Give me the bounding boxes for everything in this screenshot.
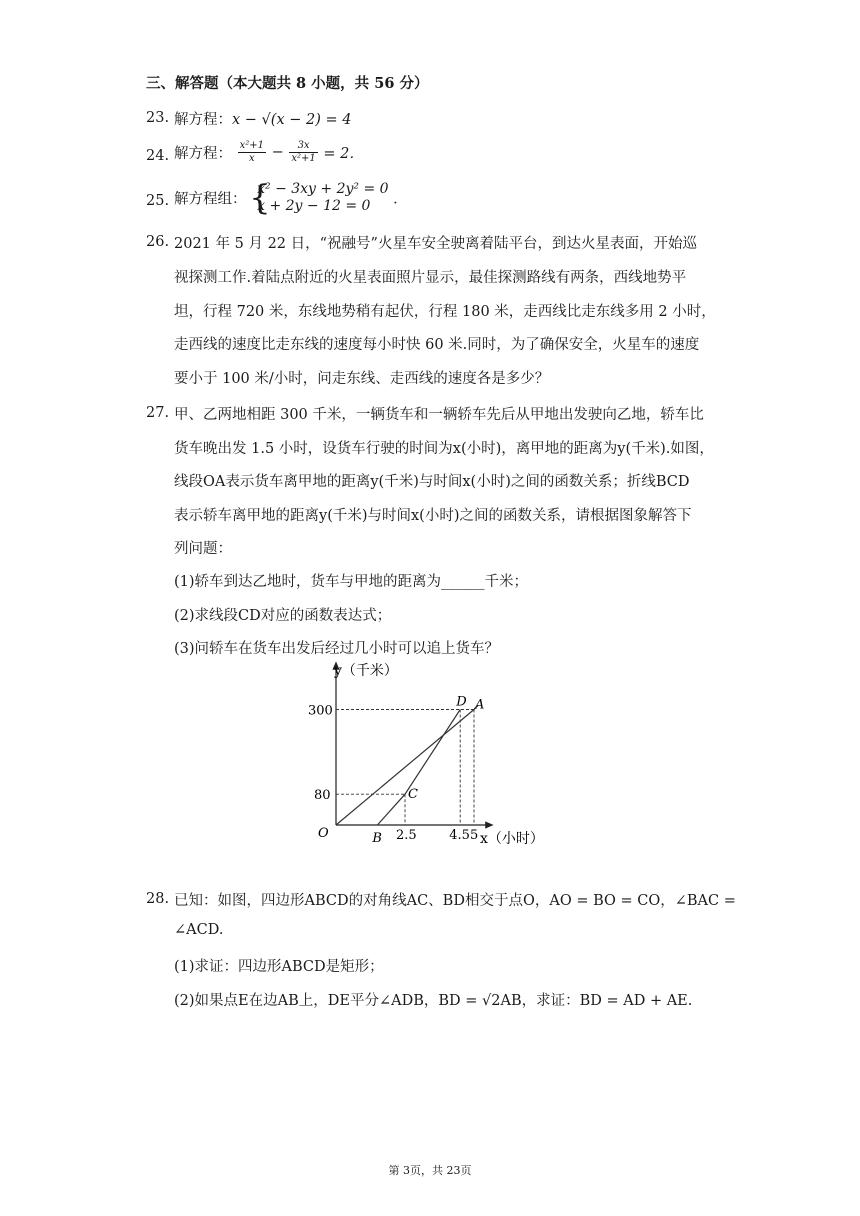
point-label-b: B [372, 831, 382, 846]
y-axis-label: y（千米） [334, 663, 398, 679]
question-26-line-4: 走西线的速度比走东线的速度每小时快 60 米.同时，为了确保安全，火星车的速度 [174, 337, 700, 353]
question-28-sub-2: (2)如果点E在边AB上，DE平分∠ADB，BD = √2AB，求证：BD = AD + AE. [174, 993, 693, 1009]
point-label-c: C [408, 787, 418, 803]
point-label-a: A [475, 697, 485, 713]
function-graph [300, 655, 570, 855]
brace-icon: { [249, 178, 271, 218]
question-28-line-2: ∠ACD. [174, 922, 224, 938]
question-27-line-3: 线段OA表示货车离甲地的距离y(千米)与时间x(小时)之间的函数关系；折线BCD [174, 474, 690, 490]
question-prefix: 解方程： [174, 146, 232, 162]
question-28-sub-1: (1)求证：四边形ABCD是矩形； [174, 959, 384, 975]
question-prefix: 解方程组： [174, 191, 247, 208]
y-tick-300: 300 [308, 703, 333, 719]
fraction-2: $\frac{3x}{\text{x²+1}}$ [291, 140, 316, 164]
equation: x − √(x − 2) = 4 [232, 112, 352, 128]
question-26-line-2: 视探测工作.着陆点附近的火星表面照片显示，最佳探测路线有两条，西线地势平 [174, 270, 687, 286]
equation-rhs: = 2． [323, 146, 364, 162]
question-27-sub-3: (3)问轿车在货车出发后经过几小时可以追上货车？ [174, 641, 500, 657]
section-header: 三、解答题（本大题共 8 小题，共 56 分） [146, 75, 429, 92]
question-26-line-5: 要小于 100 米/小时，问走东线、走西线的速度各是多少？ [174, 371, 550, 387]
question-number: 24. [146, 148, 170, 164]
question-27-line-2: 货车晚出发 1.5 小时，设货车行驶的时间为x(小时)，离甲地的距离为y(千米).如图， [174, 441, 714, 457]
minus-sign: − [271, 144, 284, 161]
period: ． [393, 191, 408, 208]
question-26-line-3: 坦，行程 720 米，东线地势稍有起伏，行程 180 米，走西线比走东线多用 2 小时， [174, 304, 716, 320]
equation-2: x + 2y − 12 = 0 [257, 198, 371, 214]
equation-system [249, 178, 389, 218]
question-24 [146, 146, 169, 166]
x-tick-5: 5 [470, 828, 479, 843]
question-27-number: 27. [146, 405, 170, 421]
question-prefix: 解方程： [174, 112, 232, 128]
question-25-body [174, 178, 408, 218]
equation-1: x² − 3xy + 2y² = 0 [257, 181, 389, 197]
question-27-line-5: 列问题： [174, 541, 232, 557]
question-28-line-1: 已知：如图，四边形ABCD的对角线AC、BD相交于点O，AO = BO = CO，∠BAC = [174, 893, 736, 909]
x-tick-4-5: 4.5 [449, 828, 470, 843]
question-23-body [174, 108, 351, 129]
x-axis-label: x（小时） [480, 831, 544, 847]
series-bcd [377, 710, 460, 826]
question-number: 25. [146, 193, 170, 209]
question-24-body [174, 140, 364, 165]
question-27-line-4: 表示轿车离甲地的距离y(千米)与时间x(小时)之间的函数关系，请根据图象解答下 [174, 508, 692, 524]
series-oa [336, 710, 474, 826]
y-tick-80: 80 [314, 788, 331, 804]
origin-label: O [318, 826, 329, 841]
question-26-line-1: 2021 年 5 月 22 日，“祝融号”火星车安全驶离着陆平台，到达火星表面，开始巡 [174, 236, 697, 252]
question-number: 23. [146, 110, 170, 126]
fraction-1: $\frac{\text{x²+1}}{x}$ [239, 140, 264, 164]
question-27-sub-2: (2)求线段CD对应的函数表达式； [174, 608, 392, 624]
page-footer: 第 3页，共 23页 [388, 1164, 472, 1177]
question-27-line-1: 甲、乙两地相距 300 千米，一辆货车和一辆轿车先后从甲地出发驶向乙地，轿车比 [174, 407, 704, 423]
question-26-number: 26. [146, 234, 170, 250]
series-lines [336, 706, 478, 826]
question-23 [146, 108, 169, 128]
question-27-sub-1: (1)轿车到达乙地时，货车与甲地的距离为______千米； [174, 574, 529, 590]
point-label-d: D [456, 694, 467, 710]
question-28-number: 28. [146, 891, 170, 907]
question-25 [146, 191, 169, 211]
x-tick-2-5: 2.5 [396, 828, 417, 843]
